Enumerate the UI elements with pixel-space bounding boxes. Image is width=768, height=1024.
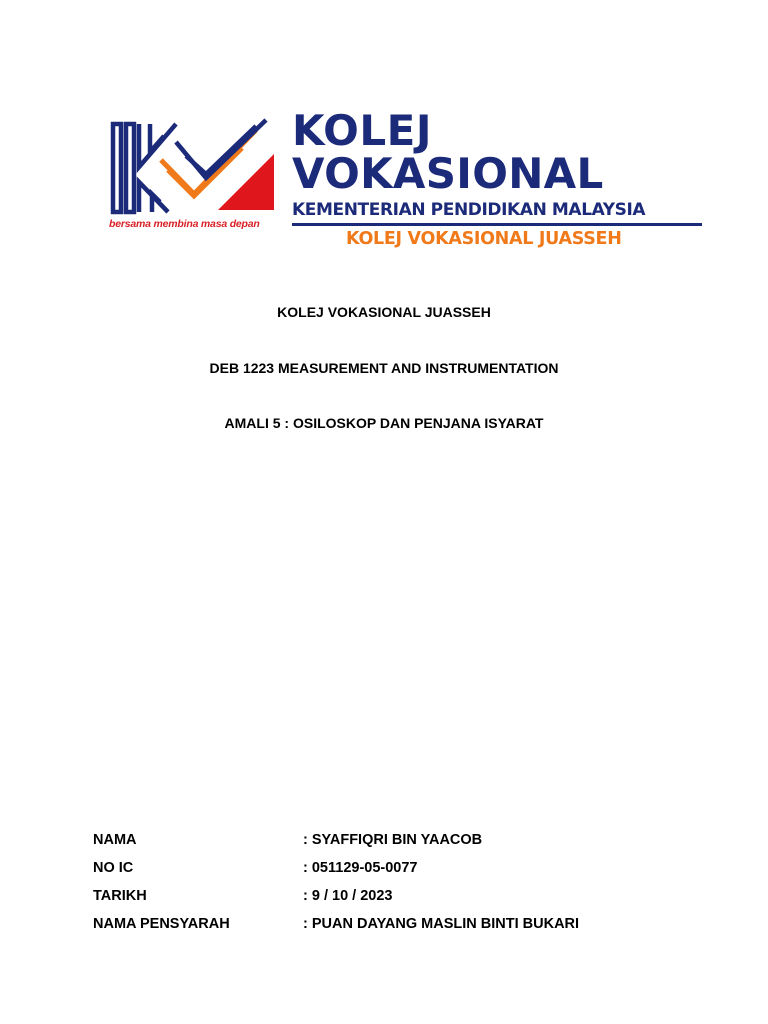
- kv-emblem-icon: [106, 112, 286, 216]
- lab-title-heading: AMALI 5 : OSILOSKOP DAN PENJANA ISYARAT: [224, 415, 544, 431]
- info-label: TARIKH: [93, 888, 147, 904]
- info-value: : 051129-05-0077: [303, 860, 418, 876]
- logo-tagline: bersama membina masa depan: [109, 218, 260, 230]
- logo-college-name: KOLEJ VOKASIONAL JUASSEH: [346, 229, 622, 249]
- logo-ministry: KEMENTERIAN PENDIDIKAN MALAYSIA: [292, 200, 646, 220]
- course-heading: DEB 1223 MEASUREMENT AND INSTRUMENTATION: [209, 360, 559, 376]
- info-label: NAMA: [93, 832, 137, 848]
- college-logo: [106, 106, 706, 252]
- info-row-pensyarah: [93, 914, 713, 942]
- logo-title-kolej: KOLEJ: [292, 106, 432, 155]
- info-value: : 9 / 10 / 2023: [303, 888, 393, 904]
- info-row-nama: [93, 830, 713, 858]
- college-name-heading: KOLEJ VOKASIONAL JUASSEH: [277, 304, 491, 320]
- info-label: NO IC: [93, 860, 134, 876]
- info-value: : PUAN DAYANG MASLIN BINTI BUKARI: [303, 916, 580, 932]
- student-info: [93, 830, 713, 942]
- logo-divider: [292, 223, 702, 226]
- info-row-no-ic: [93, 858, 713, 886]
- info-value: : SYAFFIQRI BIN YAACOB: [303, 832, 483, 848]
- info-row-tarikh: [93, 886, 713, 914]
- logo-title-vokasional: VOKASIONAL: [292, 149, 604, 198]
- info-label: NAMA PENSYARAH: [93, 916, 230, 932]
